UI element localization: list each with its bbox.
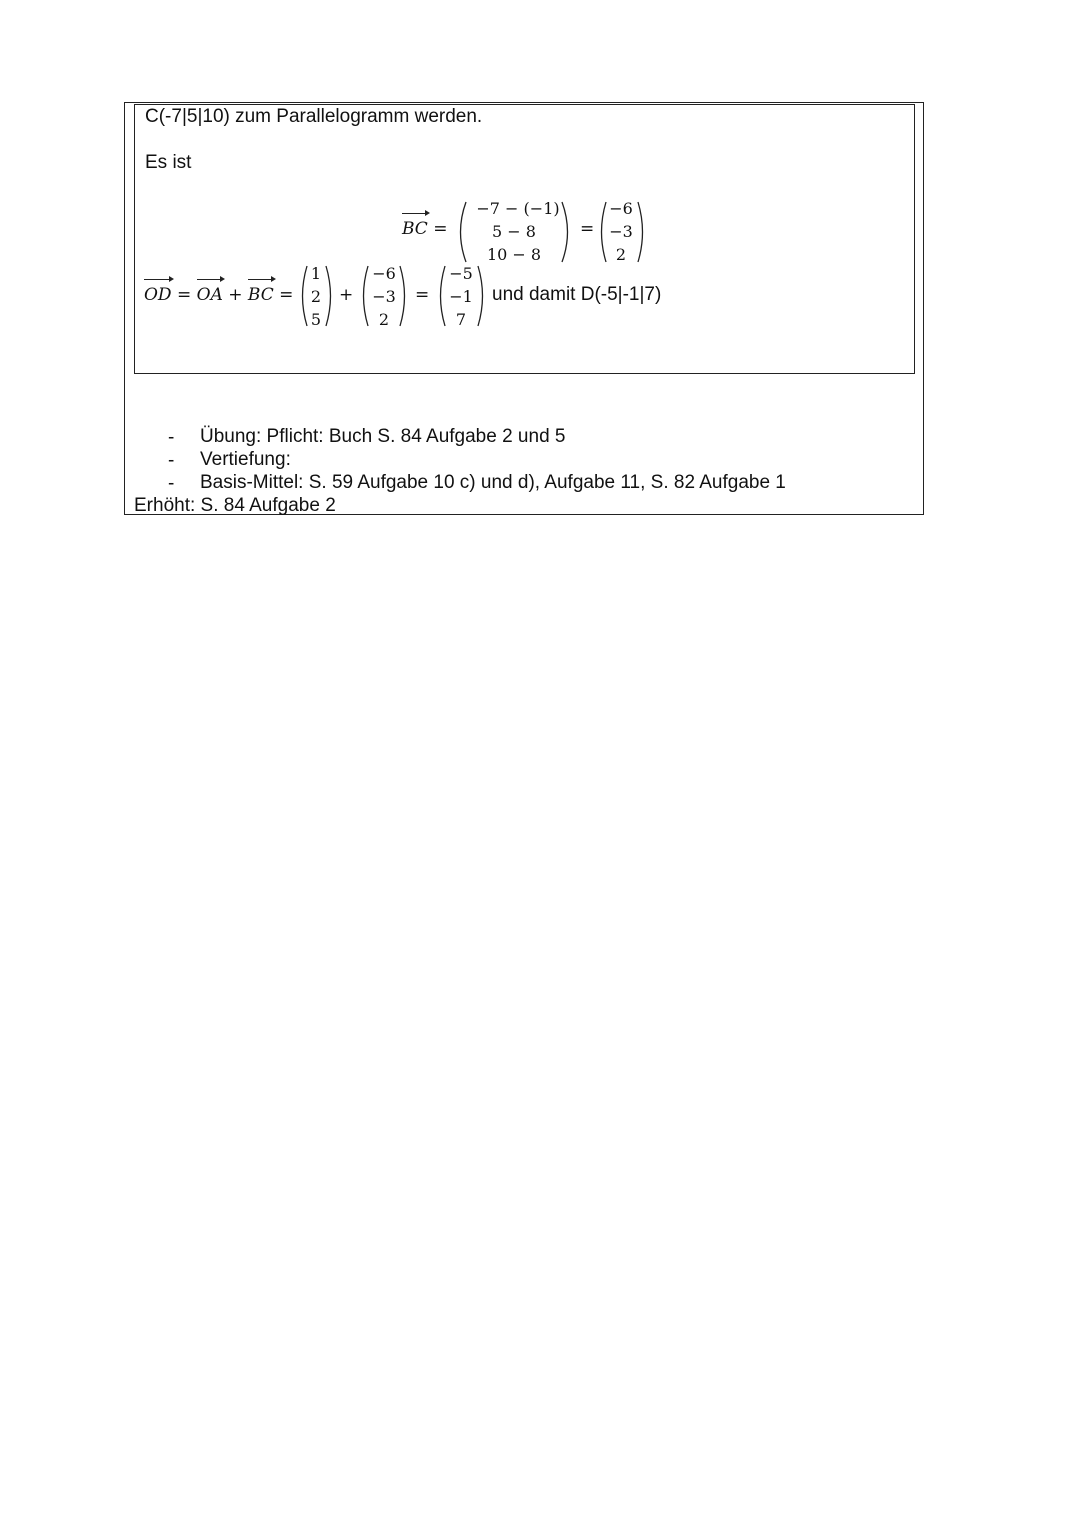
- paren-right: [560, 200, 574, 264]
- list-item-erhoeht: Erhöht: S. 84 Aufgabe 2: [134, 495, 336, 516]
- equals-sign-2: =: [580, 219, 595, 239]
- v3-row2: −1: [449, 287, 473, 306]
- v1-row2: 2: [310, 287, 322, 306]
- matrix2-row3: 2: [615, 245, 627, 264]
- vector-oa-label: OA: [196, 285, 223, 305]
- matrix1-row2: 5 − 8: [492, 222, 536, 241]
- equals-sign: =: [176, 285, 192, 305]
- equals-sign: =: [279, 285, 294, 305]
- line-parallelogram: C(-7|5|10) zum Parallelogramm werden.: [145, 106, 483, 127]
- line-es-ist: Es ist: [145, 152, 192, 173]
- equals-sign-3: =: [415, 285, 430, 305]
- list-bullet: -: [168, 450, 175, 471]
- list-item-vertiefung: Vertiefung:: [200, 449, 291, 470]
- plus-sign: +: [228, 285, 243, 305]
- vector-bc-label: BC: [247, 285, 274, 305]
- v1-row1: 1: [310, 264, 322, 283]
- matrix2-row1: −6: [609, 199, 633, 218]
- result-point-d: und damit D(-5|-1|7): [492, 284, 662, 305]
- matrix1-row3: 10 − 8: [486, 245, 542, 264]
- paren-right: [324, 264, 336, 328]
- list-item-basis: Basis-Mittel: S. 59 Aufgabe 10 c) und d), Aufgabe 11, S. 82 Aufgabe 1: [200, 472, 786, 493]
- v2-row1: −6: [372, 264, 396, 283]
- v3-row1: −5: [449, 264, 473, 283]
- v2-row2: −3: [372, 287, 396, 306]
- plus-sign: +: [339, 285, 354, 305]
- paren-right: [476, 264, 488, 328]
- v3-row3: 7: [455, 310, 467, 329]
- list-bullet: -: [168, 427, 175, 448]
- list-item-uebung: Übung: Pflicht: Buch S. 84 Aufgabe 2 und 5: [200, 426, 566, 447]
- equals-sign: =: [433, 219, 448, 239]
- v1-row3: 5: [310, 310, 322, 329]
- vector-bc-label: BC: [402, 219, 428, 239]
- paren-right: [398, 264, 410, 328]
- matrix2-row2: −3: [609, 222, 633, 241]
- v2-row3: 2: [378, 310, 390, 329]
- list-bullet: -: [168, 473, 175, 494]
- matrix1-row1: −7 − (−1): [476, 199, 560, 218]
- paren-right: [636, 200, 648, 264]
- vector-od-label: OD: [144, 285, 172, 305]
